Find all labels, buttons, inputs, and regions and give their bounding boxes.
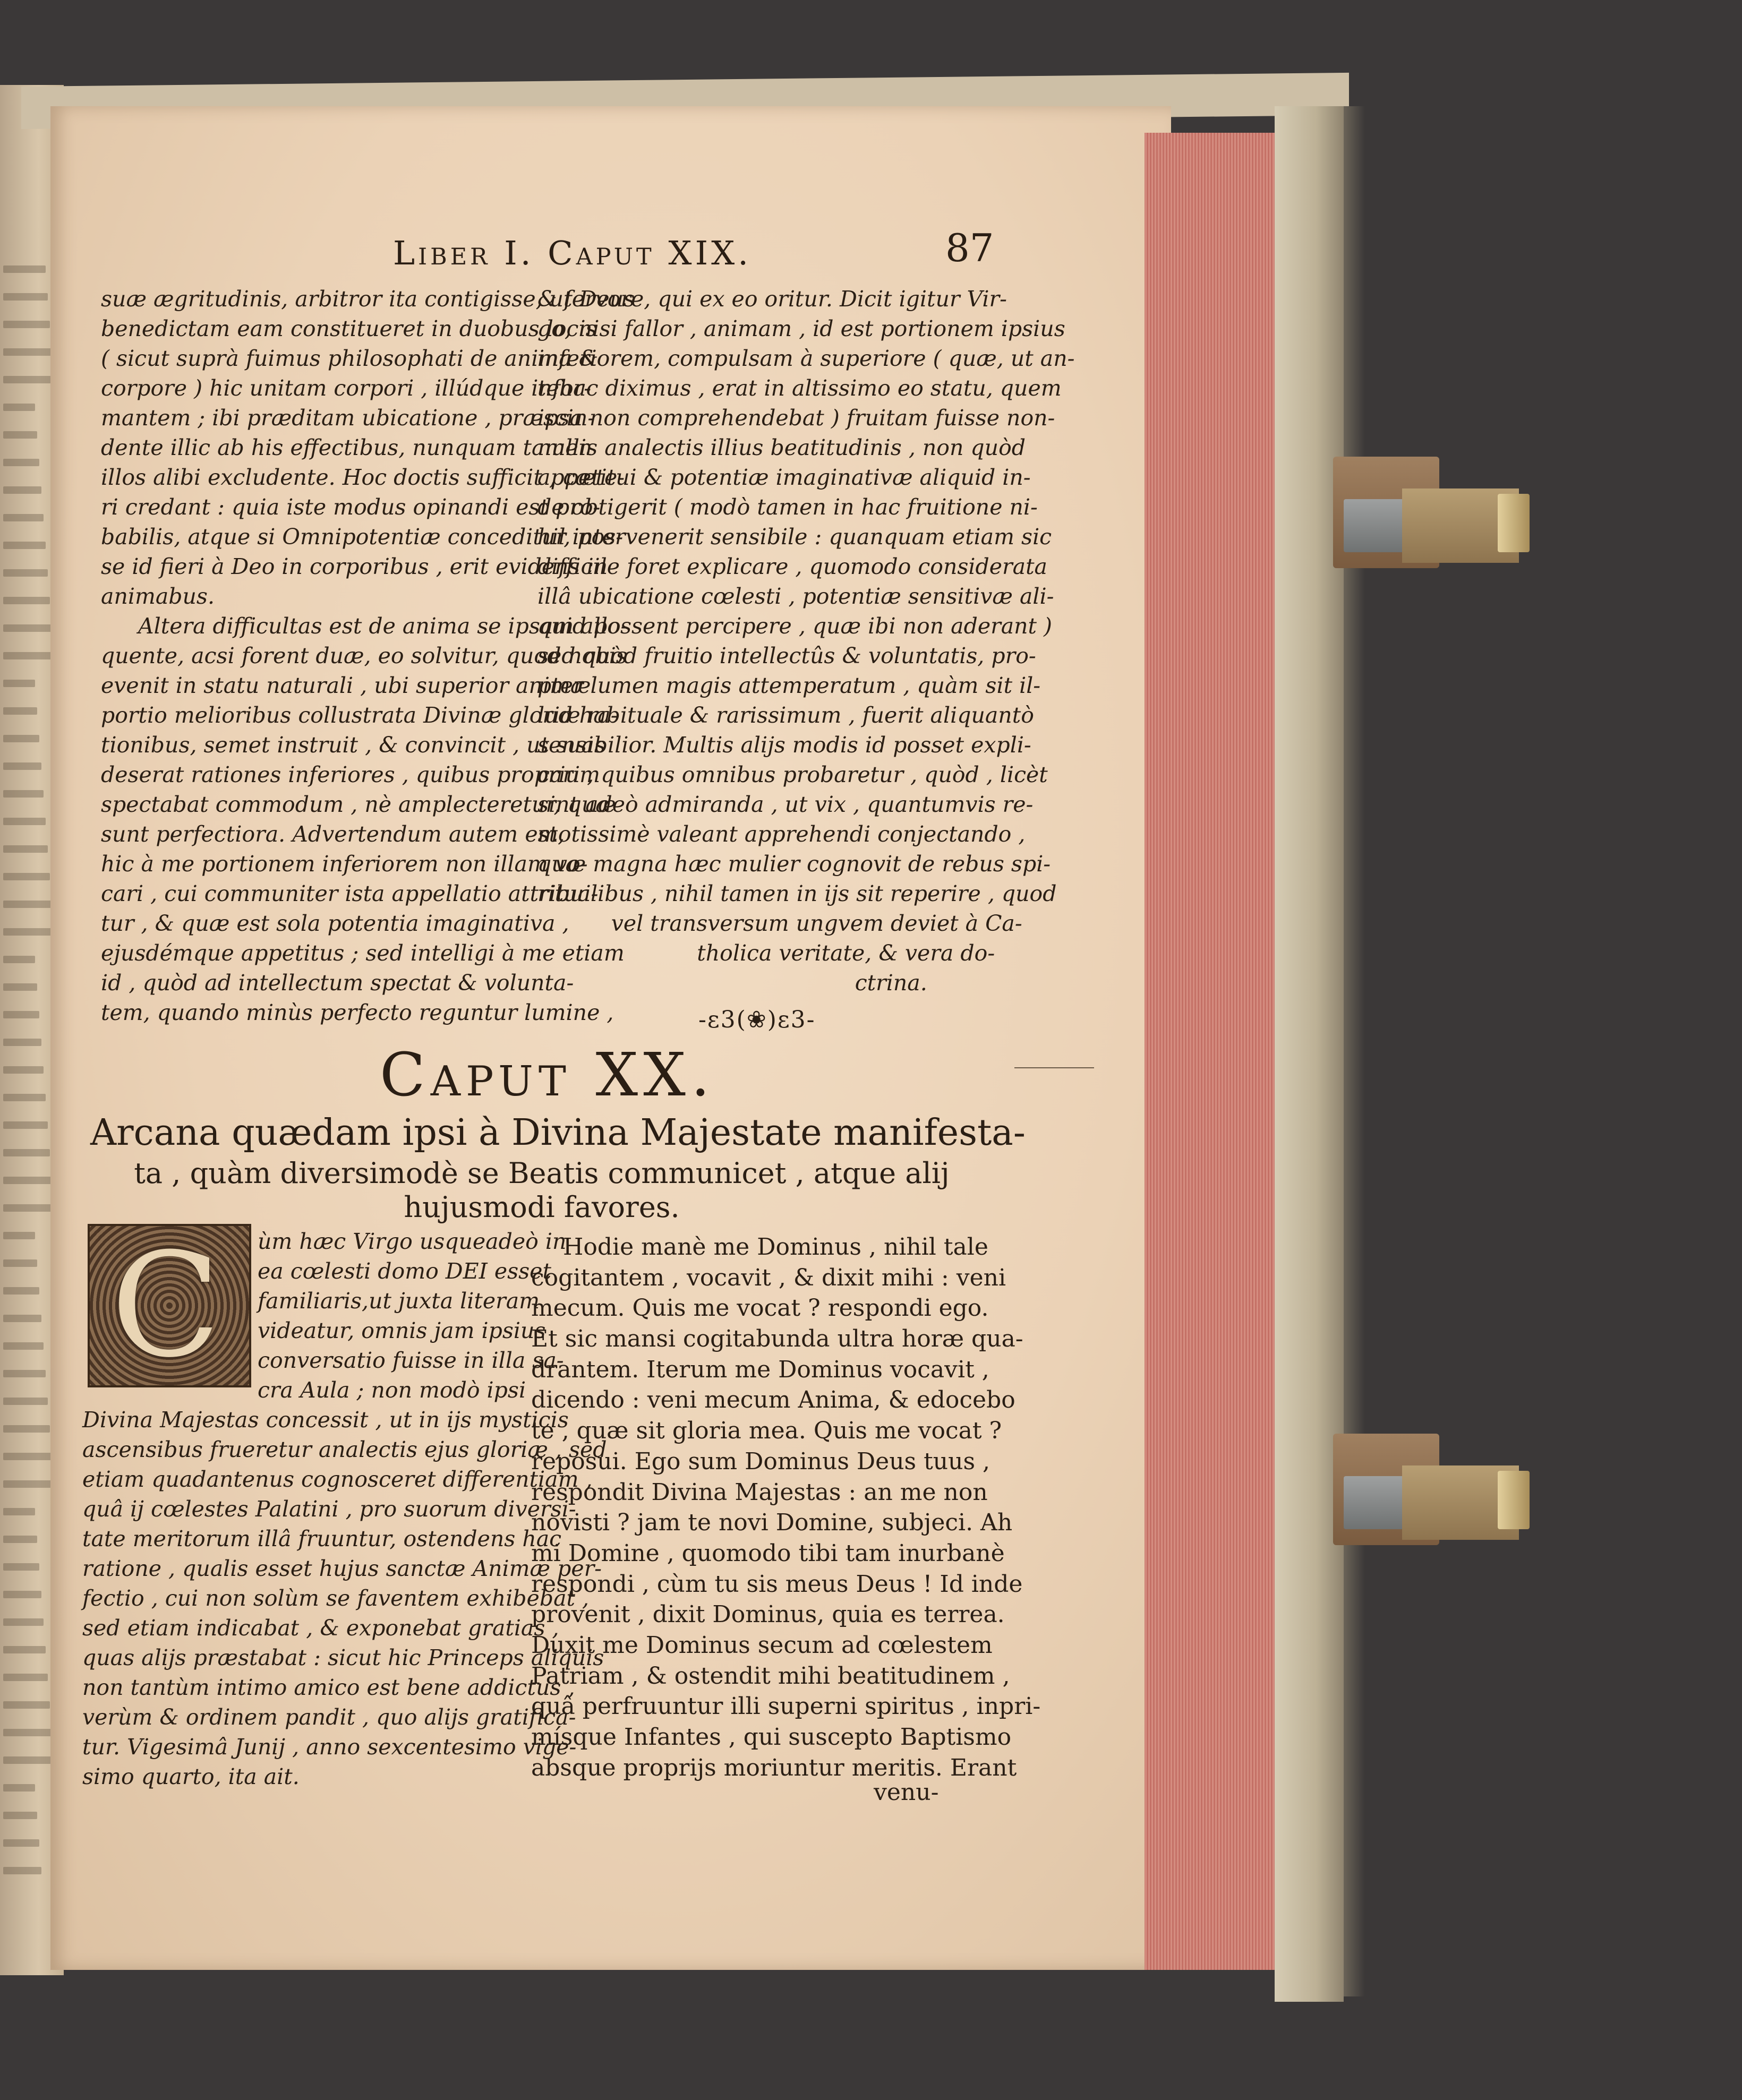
text-line: dicendo : veni mecum Anima, & edocebo — [531, 1386, 1015, 1414]
facing-page-text-line — [3, 1121, 48, 1129]
text-line: quente, acsi forent duæ, eo solvitur, quod nobis — [101, 643, 627, 668]
facing-page-text-line — [3, 514, 44, 521]
running-head: Liber I. Caput XIX. — [393, 234, 752, 272]
text-line: fectio , cui non solùm se faventem exhibebat , — [82, 1585, 590, 1611]
facing-page-text-line — [3, 1563, 39, 1571]
text-line: benedictam eam constitueret in duobus locis — [101, 316, 597, 341]
facing-page-text-line — [3, 459, 39, 466]
facing-page-text-line — [3, 762, 41, 770]
facing-page-text-line — [3, 486, 41, 494]
facing-page-text-line — [3, 293, 48, 301]
facing-page-text-line — [3, 735, 39, 742]
facing-page-text-line — [3, 652, 54, 659]
facing-page-text-line — [3, 1259, 37, 1267]
facing-page-text-line — [3, 1066, 44, 1074]
text-line: provenit , dixit Dominus, quia es terrea. — [531, 1601, 1005, 1628]
text-line: non tantùm intimo amico est bene addictus , — [82, 1675, 575, 1700]
text-line: se id fieri à Deo in corporibus , erit evidens in — [101, 554, 608, 579]
facing-page-text-line — [3, 1784, 35, 1792]
facing-page-text-line — [3, 1453, 52, 1460]
chapter-heading — [90, 1110, 1026, 1224]
text-line: mísque Infantes , qui suscepto Baptismo — [531, 1724, 1012, 1751]
facing-page-text-line — [3, 928, 54, 936]
text-line: quas alijs præstabat : sicut hic Princeps aliquis — [82, 1645, 604, 1670]
text-line: pter lumen magis attemperatum , quàm sit il- — [537, 673, 1041, 698]
text-line: quæ magna hæc mulier cognovit de rebus spi- — [537, 851, 1051, 877]
margin-mark — [1014, 1067, 1094, 1068]
facing-page-text-line — [3, 376, 54, 383]
left-column-bottom — [82, 1222, 607, 1792]
facing-page-text-line — [3, 348, 52, 356]
text-line: simo quarto, ita ait. — [82, 1764, 300, 1789]
facing-page-text-line — [3, 1839, 39, 1847]
text-line: respondit Divina Majestas : an me non — [531, 1478, 988, 1506]
facing-page-text-line — [3, 845, 48, 853]
facing-page-text-line — [3, 321, 50, 328]
text-line: quid possent percipere , quæ ibi non aderant ) — [537, 613, 1053, 639]
cover-shadow — [1344, 106, 1365, 1996]
red-page-edges — [1145, 133, 1277, 1970]
text-line: sed quòd fruitio intellectûs & voluntatis, pro- — [537, 643, 1036, 668]
text-line: tem, quando minùs perfecto reguntur lumine , — [101, 1000, 614, 1025]
facing-page-text-line — [3, 983, 37, 991]
facing-page-text-line — [3, 1011, 39, 1018]
text-line: Hodie manè me Dominus , nihil tale — [563, 1233, 988, 1261]
upper-clasp — [1333, 457, 1583, 547]
text-line: ratione , qualis esset hujus sanctæ Animæ per- — [82, 1556, 602, 1581]
facing-page-text-line — [3, 1232, 35, 1239]
facing-page-text-line — [3, 569, 48, 577]
text-line: de obtigerit ( modò tamen in hac fruitione ni- — [537, 494, 1038, 520]
text-line: quâ ij cœlestes Palatini , pro suorum diversi- — [82, 1496, 576, 1522]
right-column-bottom — [531, 1232, 1040, 1783]
text-line: sint adeò admiranda , ut vix , quantumvis re- — [537, 792, 1034, 817]
text-line: inferiorem, compulsam à superiore ( quæ, ut an- — [537, 346, 1075, 371]
text-line: cogitantem , vocavit , & dixit mihi : veni — [531, 1264, 1006, 1291]
chapter-heading-line: Arcana quædam ipsi à Divina Majestate manifesta- — [90, 1112, 1026, 1154]
text-line: Altera difficultas est de anima se ipsam allo- — [138, 613, 628, 639]
section-ornament: -ɛ3(❀)ɛ3- — [698, 1006, 816, 1033]
text-line: babilis, atque si Omnipotentiæ conceditur, pos- — [101, 524, 624, 550]
text-line: sensibilior. Multis alijs modis id posset expli- — [537, 732, 1031, 758]
text-line: ritualibus , nihil tamen in ijs sit reperire , quod — [537, 881, 1057, 906]
facing-page-text-line — [3, 873, 50, 880]
text-line: quâ perfruuntur illi superni spiritus , inpri- — [531, 1693, 1041, 1720]
facing-page-text-line — [3, 901, 52, 908]
text-line: mi Domine , quomodo tibi tam inurbanè — [531, 1539, 1005, 1567]
text-line: suæ ægritudinis, arbitror ita contigisse, ut Deus — [101, 286, 635, 312]
facing-page-text-line — [3, 818, 46, 825]
page-number: 87 — [945, 226, 994, 270]
facing-page-text-line — [3, 956, 35, 963]
text-line: ctrina. — [855, 970, 927, 996]
text-line: animabus. — [101, 584, 215, 609]
text-line: evenit in statu naturali , ubi superior animæ — [101, 673, 591, 698]
text-line: ejusdémque appetitus ; sed intelligi à me etiam — [101, 940, 625, 966]
facing-page-text-line — [3, 1342, 44, 1350]
facing-page-text-line — [3, 1287, 39, 1295]
chapter-heading-line: hujusmodi favores. — [404, 1190, 680, 1224]
text-line: cra Aula ; non modò ipsi — [258, 1377, 526, 1403]
facing-page-text-line — [3, 1701, 50, 1709]
facing-page-text-line — [3, 1204, 54, 1212]
chapter-heading-line: ta , quàm diversimodè se Beatis communicet , atque alij — [134, 1156, 950, 1190]
text-line: ( sicut suprà fuimus philosophati de anima & — [101, 346, 599, 371]
text-line: nullis analectis illius beatitudinis , non quòd — [537, 435, 1026, 460]
text-line: te , quæ sit gloria mea. Quis me vocat ? — [531, 1417, 1002, 1445]
text-line: hic à me portionem inferiorem non illam vo- — [101, 851, 588, 877]
text-line: illos alibi excludente. Hoc doctis sufficit , cæte- — [101, 465, 625, 490]
text-line: novisti ? jam te novi Domine, subjeci. Ah — [531, 1509, 1013, 1537]
text-line: illâ ubicatione cœlesti , potentiæ sensitivæ ali- — [537, 584, 1054, 609]
text-line: vel transversum ungvem deviet à Ca- — [611, 911, 1022, 936]
text-line: mecum. Quis me vocat ? respondi ego. — [531, 1295, 989, 1322]
text-line: tur , & quæ est sola potentia imaginativa , — [101, 911, 569, 936]
text-line: dente illic ab his effectibus, nunquam tamen — [101, 435, 593, 460]
facing-page-text-line — [3, 1480, 54, 1488]
text-line: respondi , cùm tu sis meus Deus ! Id inde — [531, 1570, 1023, 1598]
text-line: tholica veritate, & vera do- — [697, 940, 995, 966]
text-line: conversatio fuisse in illa sa- — [258, 1348, 564, 1373]
facing-page-text-line — [3, 1591, 41, 1598]
text-line: spectabat commodum , nè amplecteretur, quæ — [101, 792, 616, 817]
text-line: corpore ) hic unitam corpori , illúdque infor- — [101, 375, 592, 401]
text-line: tehac diximus , erat in altissimo eo statu, quem — [537, 375, 1062, 401]
facing-page-text-line — [3, 1094, 46, 1101]
facing-page-text-line — [3, 1508, 35, 1515]
text-line: ascensibus frueretur analectis ejus gloriæ , sed — [82, 1437, 607, 1462]
text-line: lud habituale & rarissimum , fuerit aliquantò — [537, 702, 1034, 728]
facing-page-text-line — [3, 597, 50, 604]
text-line: Duxit me Dominus secum ad cœlestem — [531, 1631, 993, 1659]
facing-page-text-line — [3, 265, 46, 273]
text-line: ri credant : quia iste modus opinandi est pro- — [101, 494, 601, 520]
text-line: difficile foret explicare , quomodo considerata — [537, 554, 1047, 579]
text-line: Divina Majestas concessit , ut in ijs mysticis — [82, 1407, 569, 1433]
facing-page-text-line — [3, 1674, 48, 1681]
text-line: Patriam , & ostendit mihi beatitudinem , — [531, 1662, 1010, 1690]
facing-page-text-line — [3, 1149, 50, 1156]
text-line: & fervore, qui ex eo oritur. Dicit igitur Vir- — [537, 286, 1007, 312]
facing-page-text-line — [3, 1812, 37, 1819]
text-line: hil intervenerit sensibile : quanquam etiam sic — [537, 524, 1052, 550]
text-line: reposui. Ego sum Dominus Deus tuus , — [531, 1447, 990, 1475]
facing-page-text-line — [3, 1315, 41, 1322]
text-line: cari , quibus omnibus probaretur , quòd , licèt — [537, 762, 1048, 787]
text-line: videatur, omnis jam ipsius — [258, 1318, 546, 1343]
text-line: familiaris,ut juxta literam — [258, 1288, 540, 1314]
facing-page-text-line — [3, 1425, 50, 1433]
facing-page-text-line — [3, 1756, 54, 1764]
facing-page-text-line — [3, 1370, 46, 1377]
facing-page-text-line — [3, 707, 37, 715]
facing-page-text-line — [3, 680, 35, 687]
text-line: ea cœlesti domo DEI esset — [258, 1258, 551, 1284]
facing-page-text-line — [3, 1646, 46, 1653]
facing-page-text-line — [3, 1729, 52, 1736]
drop-cap-letter: C — [111, 1222, 221, 1389]
facing-page-text-line — [3, 1867, 41, 1874]
text-line: id , quòd ad intellectum spectat & volunta- — [101, 970, 574, 996]
text-line: go, nisi fallor , animam , id est portionem ipsius — [537, 316, 1065, 341]
facing-page-text-line — [3, 790, 44, 798]
text-line: drantem. Iterum me Dominus vocavit , — [531, 1356, 989, 1383]
text-line: verùm & ordinem pandit , quo alijs gratifica- — [82, 1704, 576, 1730]
text-line: Et sic mansi cogitabunda ultra horæ qua- — [531, 1325, 1023, 1353]
text-line: absque proprijs moriuntur meritis. Erant — [531, 1754, 1017, 1781]
text-line: tate meritorum illâ fruuntur, ostendens hac — [82, 1526, 562, 1552]
facing-page-text-line — [3, 624, 52, 632]
right-column-top — [537, 284, 1074, 998]
text-line: cari , cui communiter ista appellatio attribui- — [101, 881, 599, 906]
facing-page-text-line — [3, 1618, 44, 1626]
text-line: motissimè valeant apprehendi conjectando , — [537, 821, 1026, 847]
text-line: sed etiam indicabat , & exponebat gratias , — [82, 1615, 559, 1641]
text-line: ipsa non comprehendebat ) fruitam fuisse non- — [537, 405, 1055, 431]
facing-page-text-line — [3, 431, 37, 439]
text-line: ùm hæc Virgo usqueadeò in — [258, 1229, 567, 1254]
vellum-cover-edge — [1275, 106, 1344, 2002]
text-line: appetitui & potentiæ imaginativæ aliquid in- — [537, 465, 1031, 490]
text-line: tionibus, semet instruit , & convincit , ut suas — [101, 732, 605, 758]
text-line: mantem ; ibi præditam ubicatione , præscin- — [101, 405, 595, 431]
text-line: tur. Vigesimâ Junij , anno sexcentesimo vige- — [82, 1734, 577, 1760]
text-line: portio melioribus collustrata Divinæ gloriæ ra- — [101, 702, 618, 728]
facing-page-text-line — [3, 1398, 48, 1405]
text-line: deserat rationes inferiores , quibus proprium — [101, 762, 601, 787]
facing-page-text-line — [3, 1536, 37, 1543]
facing-page-text-line — [3, 1177, 52, 1184]
lower-clasp — [1333, 1434, 1583, 1524]
text-line: etiam quadantenus cognosceret differentiam , — [82, 1467, 593, 1492]
catchword: venu- — [874, 1779, 939, 1806]
text-line: sunt perfectiora. Advertendum autem est, — [101, 821, 565, 847]
chapter-title: Caput XX. — [380, 1041, 715, 1110]
facing-page-text-line — [3, 1039, 41, 1046]
facing-page-text-line — [3, 404, 35, 411]
facing-page-text-line — [3, 542, 46, 549]
